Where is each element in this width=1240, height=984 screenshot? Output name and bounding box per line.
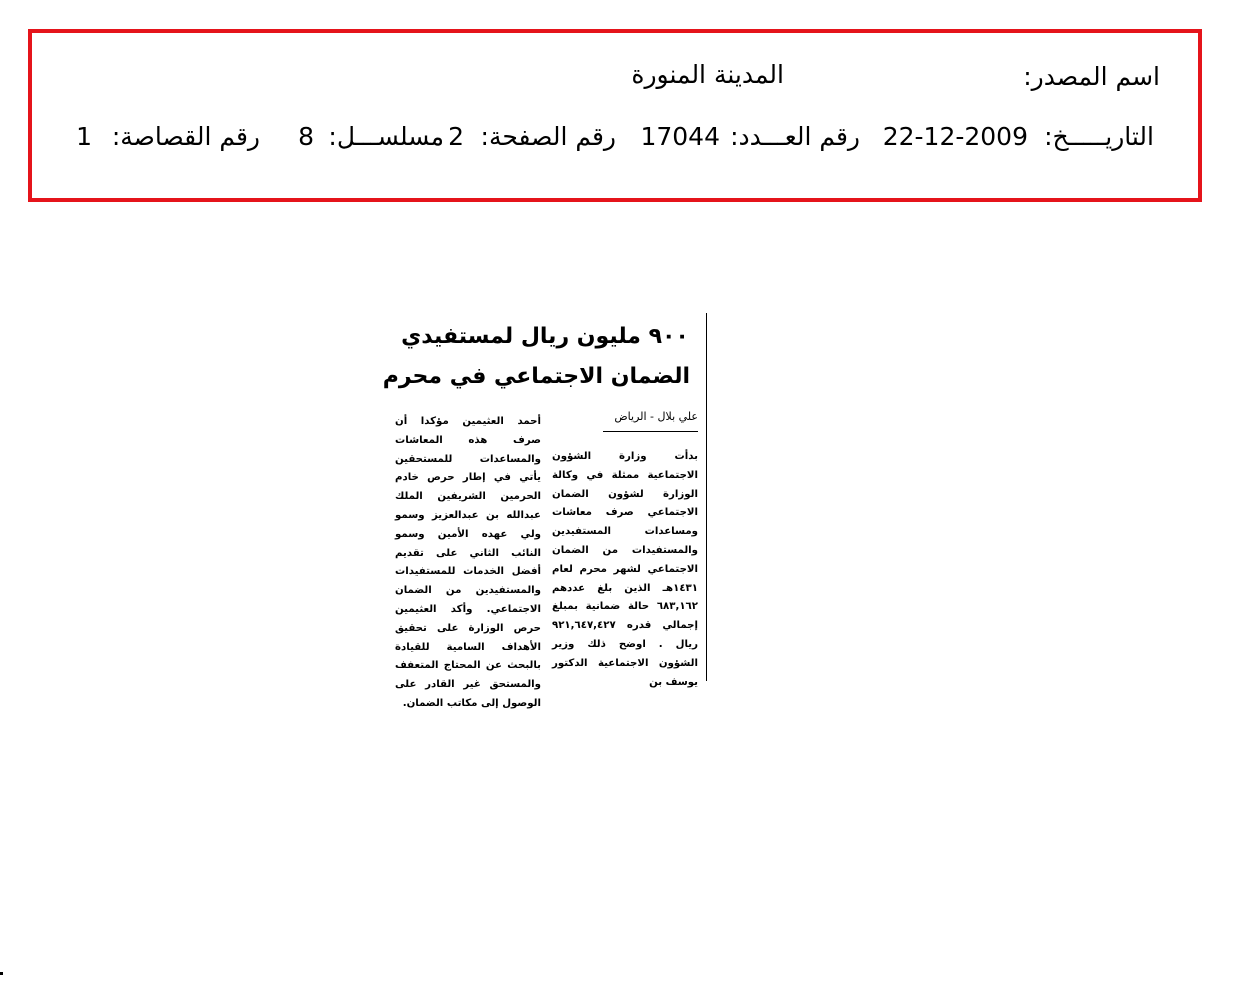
article-column-left: أحمد العثيمين مؤكدا أن صرف هذه المعاشات والمساعدات للمستحقين يأتي في إطار حرص خادم الحرمين الشريفين الملك عبدالله بن عبدالعزيز وسمو ولي عهده الأمين وسمو النائب الثاني على تقديم أفضل الخدمات للمستفيدات والمستفيدين من الضمان الاجتماعي. وأكد العثيمين حرص الوزارة على تحقيق الأهداف السامية للقيادة بالبحث عن المحتاج المتعفف والمستحق غير القادر على الوصول إلى مكاتب الضمان.: [395, 416, 541, 709]
page-label: رقم الصفحة:: [480, 122, 616, 151]
column-rule: [706, 313, 707, 681]
article-column-right: بدأت وزارة الشؤون الاجتماعية ممثلة في وكالة الوزارة لشؤون الضمان الاجتماعي صرف معاشات ومساعدات المستفيدين والمستفيدات من الضمان الاجتماعي لشهر محرم لعام ١٤٣١هـ الذين بلغ عددهم ٦٨٣,١٦٢ حالة ضمانية بمبلغ إجمالي قدره ٩٢١,٦٤٧,٤٢٧ ريال . اوضح ذلك وزير الشؤون الاجتماعية الدكتور يوسف بن: [552, 451, 698, 688]
serial-label: مسلســـل:: [328, 122, 444, 151]
clip-label: رقم القصاصة:: [111, 122, 260, 151]
issue-label: رقم العـــدد:: [730, 122, 860, 151]
byline: علي بلال - الرياض: [603, 410, 698, 432]
date-value: 22-12-2009: [882, 122, 1028, 151]
date-label: التاريـــــخ:: [1044, 122, 1154, 151]
scan-artifact-dot: [0, 972, 3, 975]
issue-value: 17044: [640, 122, 720, 151]
serial-value: 8: [298, 122, 314, 151]
headline-line-2: الضمان الاجتماعي في محرم: [382, 364, 690, 389]
source-value: المدينة المنورة: [631, 60, 784, 89]
clip-value: 1: [76, 122, 92, 151]
metadata-header-box: [28, 29, 1202, 202]
source-label: اسم المصدر:: [1023, 62, 1160, 91]
page-value: 2: [448, 122, 464, 151]
headline-line-1: ٩٠٠ مليون ريال لمستفيدي: [401, 324, 689, 349]
